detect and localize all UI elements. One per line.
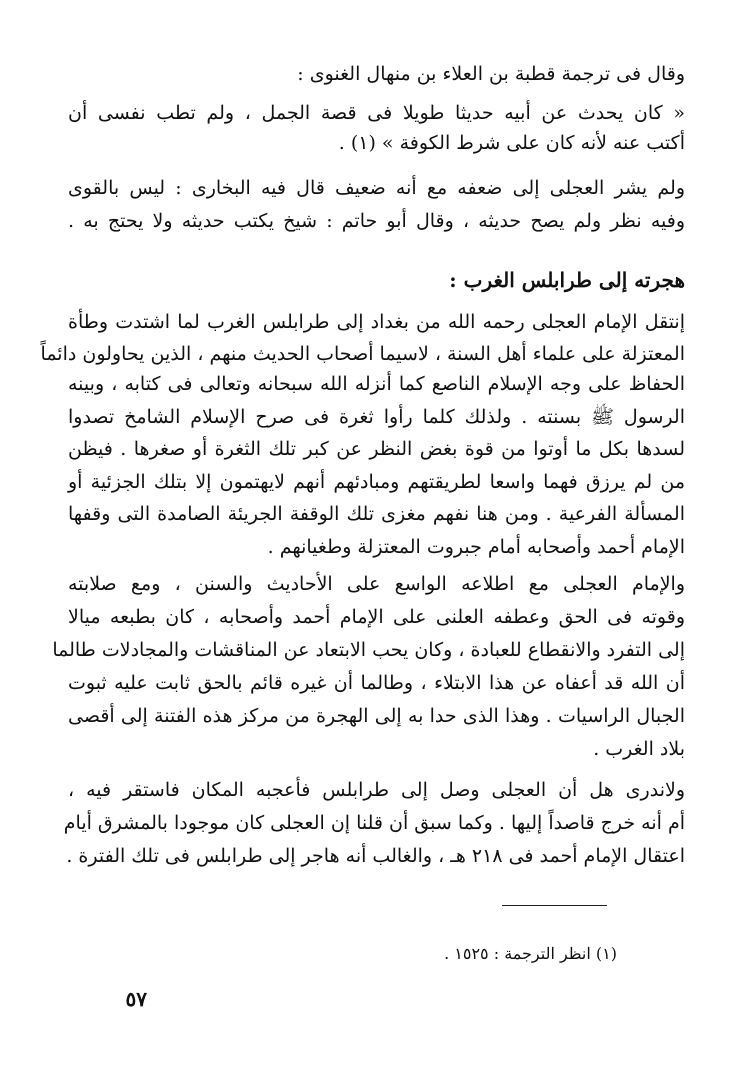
text-line: المعتزلة على علماء أهل السنة ، لاسيما أصحاب الحديث منهم ، الذين يحاولون دائماً	[40, 343, 685, 365]
text-line: إلى التفرد والانقطاع للعبادة ، وكان يحب الابتعاد عن المناقشات والمجادلات طالما	[52, 639, 685, 661]
text-line: لسدها بكل ما أوتوا من قوة بغض النظر عن كبر تلك الثغرة أو صغرها . فيظن	[68, 438, 685, 460]
text-line: ولم يشر العجلى إلى ضعفه مع أنه ضعيف قال فيه البخارى : ليس بالقوى	[68, 177, 685, 199]
text-line: وقال فى ترجمة قطبة بن العلاء بن منهال الغنوى :	[297, 63, 685, 85]
footnote-divider	[502, 905, 607, 906]
text-line: اعتقال الإمام أحمد فى ٢١٨ هـ ، والغالب أنه هاجر إلى طرابلس فى تلك الفترة .	[66, 845, 685, 867]
text-line: وفيه نظر ولم يصح حديثه ، وقال أبو حاتم : شيخ يكتب حديثه ولا يحتج به .	[68, 210, 685, 232]
text-line: والإمام العجلى مع اطلاعه الواسع على الأحاديث والسنن ، ومع صلابته	[68, 573, 685, 595]
text-line: الحفاظ على وجه الإسلام الناصع كما أنزله الله سبحانه وتعالى فى كتابه ، وبينه	[68, 373, 685, 395]
text-line: أن الله قد أعفاه عن هذا الابتلاء ، وطالما أن غيره قائم بالحق ثابت عليه ثبوت	[68, 672, 685, 694]
section-heading: هجرته إلى طرابلس الغرب :	[449, 268, 685, 292]
text-line: « كان يحدث عن أبيه حديثا طويلا فى قصة الجمل ، ولم تطب نفسى أن	[68, 102, 685, 124]
text-line: أم أنه خرج قاصداً إليها . وكما سبق أن قلنا إن العجلى كان موجودا بالمشرق أيام	[63, 812, 685, 834]
text-line: بلاد الغرب .	[593, 738, 685, 760]
page-number: ٥٧	[125, 987, 147, 1011]
text-line: من لم يرزق فهما واسعا لطريقتهم ومبادئهم أنهم لايهتمون إلا بتلك الجزئية أو	[68, 471, 685, 493]
text-line: ولاندرى هل أن العجلى وصل إلى طرابلس فأعجبه المكان فاستقر فيه ،	[68, 779, 685, 801]
text-line: الرسول ﷺ بسنته . ولذلك كلما رأوا ثغرة فى صرح الإسلام الشامخ تصدوا	[68, 406, 685, 428]
text-line: أكتب عنه لأنه كان على شرط الكوفة » (١) .	[338, 132, 685, 154]
text-line: إنتقل الإمام العجلى رحمه الله من بغداد إلى طرابلس الغرب لما اشتدت وطأة	[68, 311, 685, 333]
text-line: المسألة الفرعية . ومن هنا نفهم مغزى تلك الوقفة الجريئة الصامدة التى وقفها	[68, 503, 685, 525]
footnote: (١) انظر الترجمة : ١٥٢٥ .	[444, 944, 617, 963]
text-line: الجبال الراسيات . وهذا الذى حدا به إلى الهجرة من مركز هذه الفتنة إلى أقصى	[68, 705, 685, 727]
text-line: وقوته فى الحق وعطفه العلنى على الإمام أحمد وأصحابه ، كان بطبعه ميالا	[68, 606, 685, 628]
text-line: الإمام أحمد وأصحابه أمام جبروت المعتزلة وطغيانهم .	[267, 536, 685, 558]
